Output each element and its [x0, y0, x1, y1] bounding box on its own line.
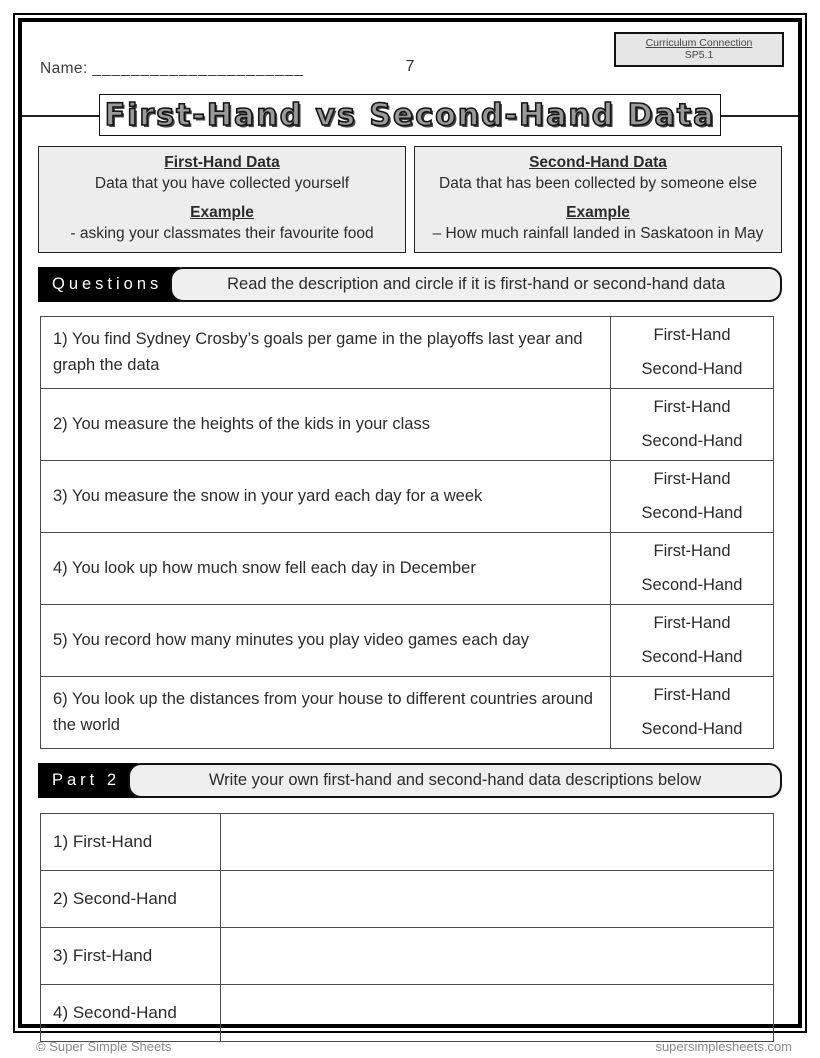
question-row — [41, 317, 774, 389]
question-text: 6) You look up the distances from your house to different countries around the world — [41, 677, 611, 749]
option-second-hand[interactable]: Second-Hand — [641, 720, 743, 738]
option-first-hand[interactable]: First-Hand — [653, 686, 731, 704]
question-row — [41, 389, 774, 461]
answer-options-cell — [611, 533, 774, 605]
footer-website: supersimplesheets.com — [655, 1039, 792, 1054]
part2-instruction: Write your own first-hand and second-hand data descriptions below — [128, 763, 782, 798]
question-text: 3) You measure the snow in your yard each day for a week — [41, 461, 611, 533]
option-first-hand[interactable]: First-Hand — [653, 470, 731, 488]
option-second-hand[interactable]: Second-Hand — [641, 432, 743, 450]
option-first-hand[interactable]: First-Hand — [653, 614, 731, 632]
part2-row-label: 2) Second-Hand — [41, 871, 221, 928]
questions-instruction: Read the description and circle if it is first-hand or second-hand data — [170, 267, 782, 302]
curriculum-code: SP5.1 — [684, 49, 714, 61]
answer-options-cell — [611, 605, 774, 677]
curriculum-connection-box — [614, 32, 784, 67]
answer-options-cell — [611, 461, 774, 533]
question-text: 1) You find Sydney Crosby’s goals per game in the playoffs last year and graph the data — [41, 317, 611, 389]
first-hand-example: - asking your classmates their favourite food — [70, 225, 374, 242]
answer-options-cell — [611, 677, 774, 749]
option-first-hand[interactable]: First-Hand — [653, 326, 731, 344]
worksheet-page — [13, 13, 807, 1033]
second-hand-heading: Second-Hand Data — [529, 154, 667, 171]
questions-section-bar — [38, 267, 782, 302]
questions-table — [40, 316, 774, 749]
option-first-hand[interactable]: First-Hand — [653, 398, 731, 416]
footer-copyright: © Super Simple Sheets — [36, 1039, 172, 1054]
option-second-hand[interactable]: Second-Hand — [641, 648, 743, 666]
option-second-hand[interactable]: Second-Hand — [641, 504, 743, 522]
part2-row-label: 4) Second-Hand — [41, 985, 221, 1042]
title-box — [99, 94, 721, 136]
first-hand-heading: First-Hand Data — [164, 154, 280, 171]
page-number: 7 — [405, 58, 415, 75]
part2-row — [41, 871, 774, 928]
page-footer — [36, 1039, 792, 1054]
part2-label: Part 2 — [38, 763, 138, 798]
name-blank-line[interactable]: ______________________ — [92, 60, 305, 77]
definition-boxes — [38, 146, 782, 253]
option-second-hand[interactable]: Second-Hand — [641, 576, 743, 594]
part2-row-label: 1) First-Hand — [41, 814, 221, 871]
part2-answer-cell[interactable] — [221, 985, 774, 1042]
part2-row — [41, 985, 774, 1042]
question-text: 2) You measure the heights of the kids in your class — [41, 389, 611, 461]
first-hand-description: Data that you have collected yourself — [94, 175, 350, 192]
question-row — [41, 605, 774, 677]
second-hand-description: Data that has been collected by someone else — [439, 175, 757, 192]
part2-row-label: 3) First-Hand — [41, 928, 221, 985]
question-row — [41, 461, 774, 533]
title-row — [38, 94, 782, 136]
question-text: 5) You record how many minutes you play video games each day — [41, 605, 611, 677]
name-label: Name: — [40, 60, 88, 77]
answer-options-cell — [611, 389, 774, 461]
questions-label: Questions — [38, 267, 180, 302]
part2-answer-cell[interactable] — [221, 871, 774, 928]
part2-answer-cell[interactable] — [221, 928, 774, 985]
answer-options-cell — [611, 317, 774, 389]
part2-section-bar — [38, 763, 782, 798]
first-hand-definition-box — [38, 146, 406, 253]
part2-row — [41, 928, 774, 985]
second-hand-example: – How much rainfall landed in Saskatoon in May — [432, 225, 764, 242]
part2-table — [40, 813, 774, 1042]
worksheet-content — [18, 18, 802, 1028]
curriculum-title: Curriculum Connection — [645, 37, 753, 49]
part2-answer-cell[interactable] — [221, 814, 774, 871]
page-title: First-Hand vs Second-Hand Data — [104, 97, 716, 133]
second-hand-example-label: Example — [566, 204, 630, 221]
option-second-hand[interactable]: Second-Hand — [641, 360, 743, 378]
header-row — [38, 34, 782, 86]
first-hand-example-label: Example — [190, 204, 254, 221]
second-hand-definition-box — [414, 146, 782, 253]
question-row — [41, 677, 774, 749]
question-text: 4) You look up how much snow fell each day in December — [41, 533, 611, 605]
part2-row — [41, 814, 774, 871]
option-first-hand[interactable]: First-Hand — [653, 542, 731, 560]
question-row — [41, 533, 774, 605]
